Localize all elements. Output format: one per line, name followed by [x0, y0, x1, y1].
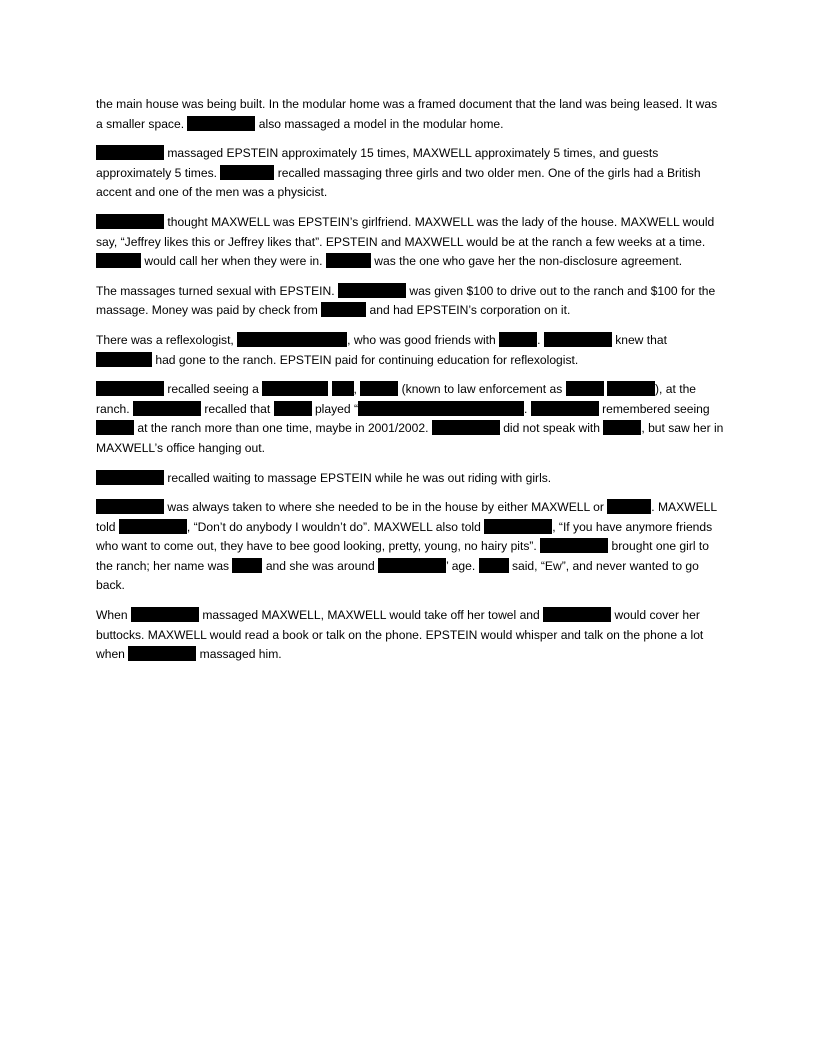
paragraph-text: recalled that — [200, 401, 274, 416]
redaction-box — [274, 401, 312, 416]
redaction-box — [96, 470, 164, 485]
paragraph-text: remembered seeing — [598, 401, 710, 416]
redaction-box — [187, 116, 255, 131]
redaction-box — [332, 381, 354, 396]
paragraph — [96, 213, 724, 272]
paragraph — [96, 380, 724, 458]
redaction-box — [603, 420, 641, 435]
redaction-box — [262, 381, 328, 396]
paragraph — [96, 331, 724, 370]
paragraph-text: , “If you have anymore friends who want to come out, they have to bee good looking, pretty, young, no hairy pits”. — [96, 519, 713, 554]
paragraph-text: There was a reflexologist, — [96, 332, 238, 347]
paragraph-text: (known to law enforcement as — [398, 382, 566, 397]
paragraph-text: recalled waiting to massage EPSTEIN while he was out riding with girls. — [164, 470, 552, 485]
paragraph-text: . MAXWELL told — [96, 500, 717, 534]
redaction-box — [96, 352, 152, 367]
paragraph-text: massaged him. — [196, 647, 282, 662]
redaction-box — [479, 558, 509, 573]
redaction-box — [128, 646, 196, 661]
paragraph-text: and had EPSTEIN’s corporation on it. — [366, 303, 571, 318]
paragraph-text: said, “Ew”, and never wanted to go back. — [96, 558, 699, 593]
redaction-box — [540, 538, 608, 553]
redaction-box — [484, 519, 552, 534]
paragraph-text: ), at the ranch. — [96, 382, 697, 416]
redaction-box — [96, 420, 134, 435]
redaction-box — [607, 499, 651, 514]
redaction-box — [96, 381, 164, 396]
paragraph-text: was always taken to where she needed to be in the house by either MAXWELL or — [164, 500, 608, 515]
redaction-box — [321, 302, 366, 317]
redaction-box — [220, 165, 274, 180]
paragraph — [96, 606, 724, 665]
redaction-box — [358, 401, 524, 416]
paragraph-text: , but saw her in MAXWELL’s office hanging out. — [96, 421, 724, 455]
redaction-box — [96, 145, 164, 160]
paragraph-text: . — [537, 332, 544, 347]
paragraph-text: When — [96, 608, 131, 623]
redaction-box — [237, 332, 347, 347]
paragraph — [96, 469, 724, 489]
paragraph — [96, 144, 724, 203]
paragraph-text: , “Don’t do anybody I wouldn’t do”. MAXWELL also told — [186, 519, 485, 534]
redaction-box — [566, 381, 604, 396]
redaction-box — [133, 401, 201, 416]
redaction-box — [432, 420, 500, 435]
paragraph — [96, 95, 724, 134]
redaction-box — [360, 381, 398, 396]
redaction-box — [607, 381, 655, 396]
paragraph-text: knew that — [611, 332, 667, 347]
paragraph-text: also massaged a model in the modular home. — [255, 116, 504, 131]
paragraph — [96, 498, 724, 596]
redaction-box — [544, 332, 612, 347]
paragraph — [96, 282, 724, 321]
paragraph-text: played “ — [311, 401, 358, 416]
paragraph-text: and she was around — [262, 558, 379, 573]
redaction-box — [531, 401, 599, 416]
redaction-box — [543, 607, 611, 622]
paragraph-text: , — [353, 382, 361, 397]
paragraph-text: would call her when they were in. — [141, 254, 326, 269]
document-body — [96, 95, 724, 675]
paragraph-text: , who was good friends with — [347, 332, 500, 347]
paragraph-text: . — [523, 401, 531, 416]
paragraph-text: massaged MAXWELL, MAXWELL would take off her towel and — [198, 608, 544, 623]
paragraph-text: at the ranch more than one time, maybe in 2001/2002. — [134, 421, 432, 436]
redaction-box — [96, 214, 164, 229]
paragraph-text: recalled massaging three girls and two older men. One of the girls had a British accent and one of the men was a physicist. — [96, 165, 701, 200]
paragraph-text: ’ age. — [446, 558, 479, 573]
paragraph-text: thought MAXWELL was EPSTEIN’s girlfriend. MAXWELL was the lady of the house. MAXWELL would say, “Jeffrey likes this or Jeffrey likes that”. EPSTEIN and MAXWELL would be at the ranch a few weeks at a time. — [96, 214, 715, 249]
redaction-box — [338, 283, 406, 298]
redaction-box — [326, 253, 371, 268]
paragraph-text: would cover her buttocks. MAXWELL would read a book or talk on the phone. EPSTEIN would whisper and talk on the phone a lot when — [96, 608, 704, 662]
paragraph-text: the main house was being built. In the modular home was a framed document that the land was being leased. It was a smaller space. — [96, 97, 718, 131]
paragraph-text: massaged EPSTEIN approximately 15 times, MAXWELL approximately 5 times, and guests approximately 5 times. — [96, 146, 659, 180]
redaction-box — [96, 499, 164, 514]
redaction-box — [232, 558, 262, 573]
paragraph-text: was the one who gave her the non-disclosure agreement. — [370, 254, 683, 269]
redaction-box — [378, 558, 446, 573]
redaction-box — [119, 519, 187, 534]
redaction-box — [499, 332, 537, 347]
paragraph-text: had gone to the ranch. EPSTEIN paid for continuing education for reflexologist. — [152, 352, 579, 367]
paragraph-text: did not speak with — [499, 421, 604, 436]
paragraph-text: was given $100 to drive out to the ranch and $100 for the massage. Money was paid by check from — [96, 283, 716, 318]
redaction-box — [131, 607, 199, 622]
paragraph-text: recalled seeing a — [164, 382, 263, 397]
redaction-box — [96, 253, 141, 268]
paragraph-text: brought one girl to the ranch; her name was — [96, 539, 710, 573]
paragraph-text: The massages turned sexual with EPSTEIN. — [96, 283, 338, 298]
